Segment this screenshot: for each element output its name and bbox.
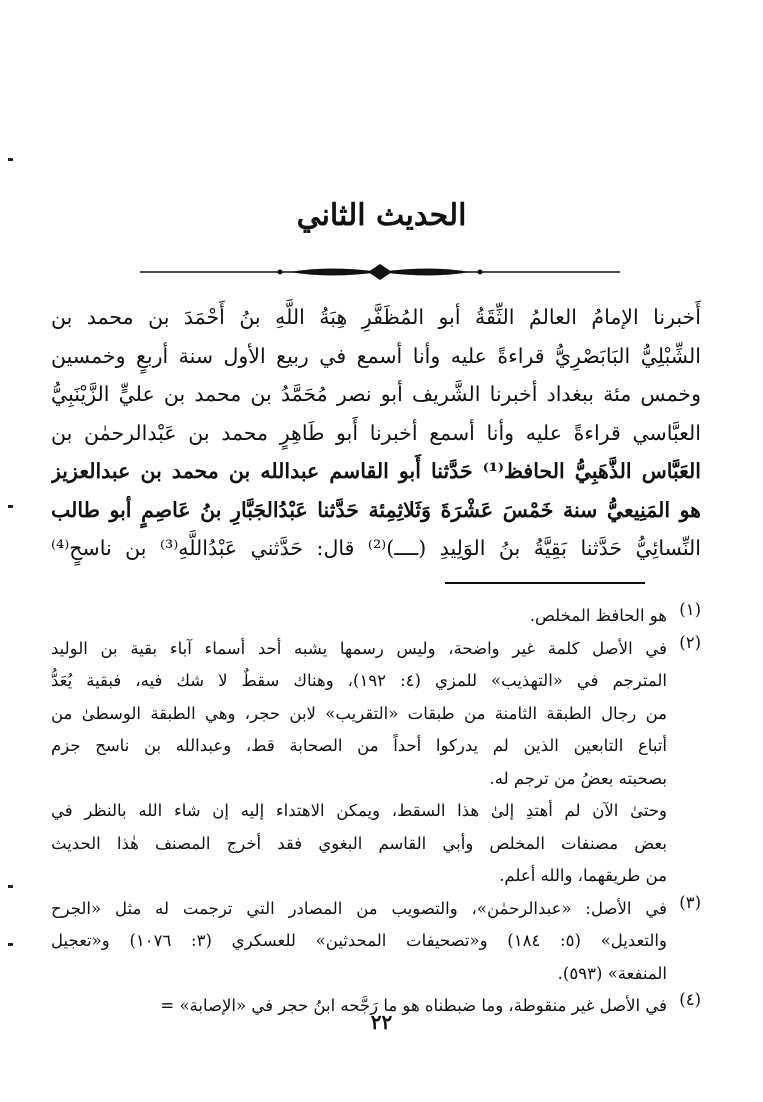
footnote-number: (٢): [679, 632, 701, 652]
footnote-number: (١): [679, 600, 701, 619]
footnote-line: المنفعة» (٥٩٣).: [557, 963, 667, 983]
scan-mark: [8, 943, 13, 946]
footnote-line: أتباع التابعين الذين لم يدركوا أحداً من الصحابة قط، وعبدالله بن ناسح جزم: [51, 736, 667, 755]
footnote-line: والتعديل» (٥: ١٨٤) و«تصحيفات المحدثين» للعسكري (٣: ١٠٧٦) و«تعجيل: [51, 931, 667, 950]
text-line: النِّسائِيُّ حَدَّثنا بَقِيَّةُ بنُ الوَلِيدِ (ــــ)⁽²⁾ قال: حَدَّثني عَبْدُاللَّهِ⁽³⁾ بن ناسحٍ⁽⁴⁾: [51, 536, 701, 560]
footnote-line: في الأصل غير منقوطة، وما ضبطناه هو ما رَجَّحه ابنُ حجر في «الإصابة» =: [160, 996, 667, 1015]
footnotes: [51, 600, 701, 1023]
scan-mark: [8, 158, 13, 161]
scan-mark: [8, 885, 13, 888]
footnote-line: من رجال الطبقة الثامنة من طبقات «التقريب» لابن حجر، وهي الطبقة الوسطىٰ من: [51, 703, 667, 723]
page-title: الحديث الثاني: [296, 198, 467, 233]
text-line: هو المَنِيعيُّ سنة خَمْسَ عَشْرَةَ وَثَلاثِمِئة حَدَّثنا عَبْدُالجَبَّارِ بنُ عَاصِمٍ أبو طالب: [51, 497, 701, 522]
footnote-separator: [445, 582, 645, 584]
footnote-number: (٣): [679, 892, 701, 912]
text-line: العَبَّاس الذَّهَبِيُّ الحافظ⁽¹⁾ حَدَّثنا أَبو القاسم عبدالله بن محمد بن عبدالعزيز: [51, 459, 701, 483]
footnote-line: بعض مصنفات المخلص وأبي القاسم البغوي فقد أخرج المصنف هٰذا الحديث: [51, 833, 667, 853]
footnote-line: وحتىٰ الآن لم أهتدِ إلىٰ هذا السقط، ويمكن الاهتداء إليه إن شاء الله بالنظر في: [51, 801, 667, 820]
footnote-line: في الأصل كلمة غير واضحة، وليس رسمها يشبه أحد أسماء آباء بقية بن الوليد: [51, 638, 667, 658]
footnote-2: [51, 633, 701, 893]
title-ornament-divider: [140, 262, 620, 282]
text-line: أَخبرنا الإمامُ العالمُ الثِّقَةُ أبو المُظَفَّرِ هِبَةُ اللَّهِ بنُ أَحْمَدَ بن محمد بن: [51, 305, 701, 329]
hadith-text: [51, 298, 701, 568]
footnote-line: من طريقهما، والله أعلم.: [499, 866, 667, 885]
footnote-line: في الأصل: «عبدالرحمٰن»، والتصويب من المصادر التي ترجمت له مثل «الجرح: [51, 898, 667, 918]
footnote-line: المترجم في «التهذيب» للمزي (٤: ١٩٢)، وهناك سقطٌ لا شك فيه، فبقية يُعَدُّ: [51, 671, 667, 690]
footnote-1: [51, 600, 701, 633]
footnote-line: بصحبته بعضُ من ترجم له.: [489, 768, 667, 788]
footnote-line: هو الحافظ المخلص.: [529, 606, 667, 625]
text-line: الشِّبْلِيُّ البَابَصْرِيُّ قراءةً عليه وأنا أسمع في ربيع الأول سنة أربعٍ وخمسين: [51, 343, 701, 368]
text-line: وخمس مئة ببغداد أخبرنا الشَّريف أبو نصر مُحَمَّدُ بن محمد بن عليٍّ الزَّيْنَبِيُّ: [51, 382, 701, 406]
page-number: ٢٢: [370, 1010, 393, 1034]
text-line: العبَّاسي قراءةً عليه وأنا أسمع أخبرنا أَبو طَاهِرٍ محمد بن عَبْدالرحمٰن بن: [51, 420, 701, 445]
footnote-number: (٤): [679, 990, 701, 1009]
scan-mark: [8, 505, 13, 508]
footnote-3: [51, 893, 701, 991]
